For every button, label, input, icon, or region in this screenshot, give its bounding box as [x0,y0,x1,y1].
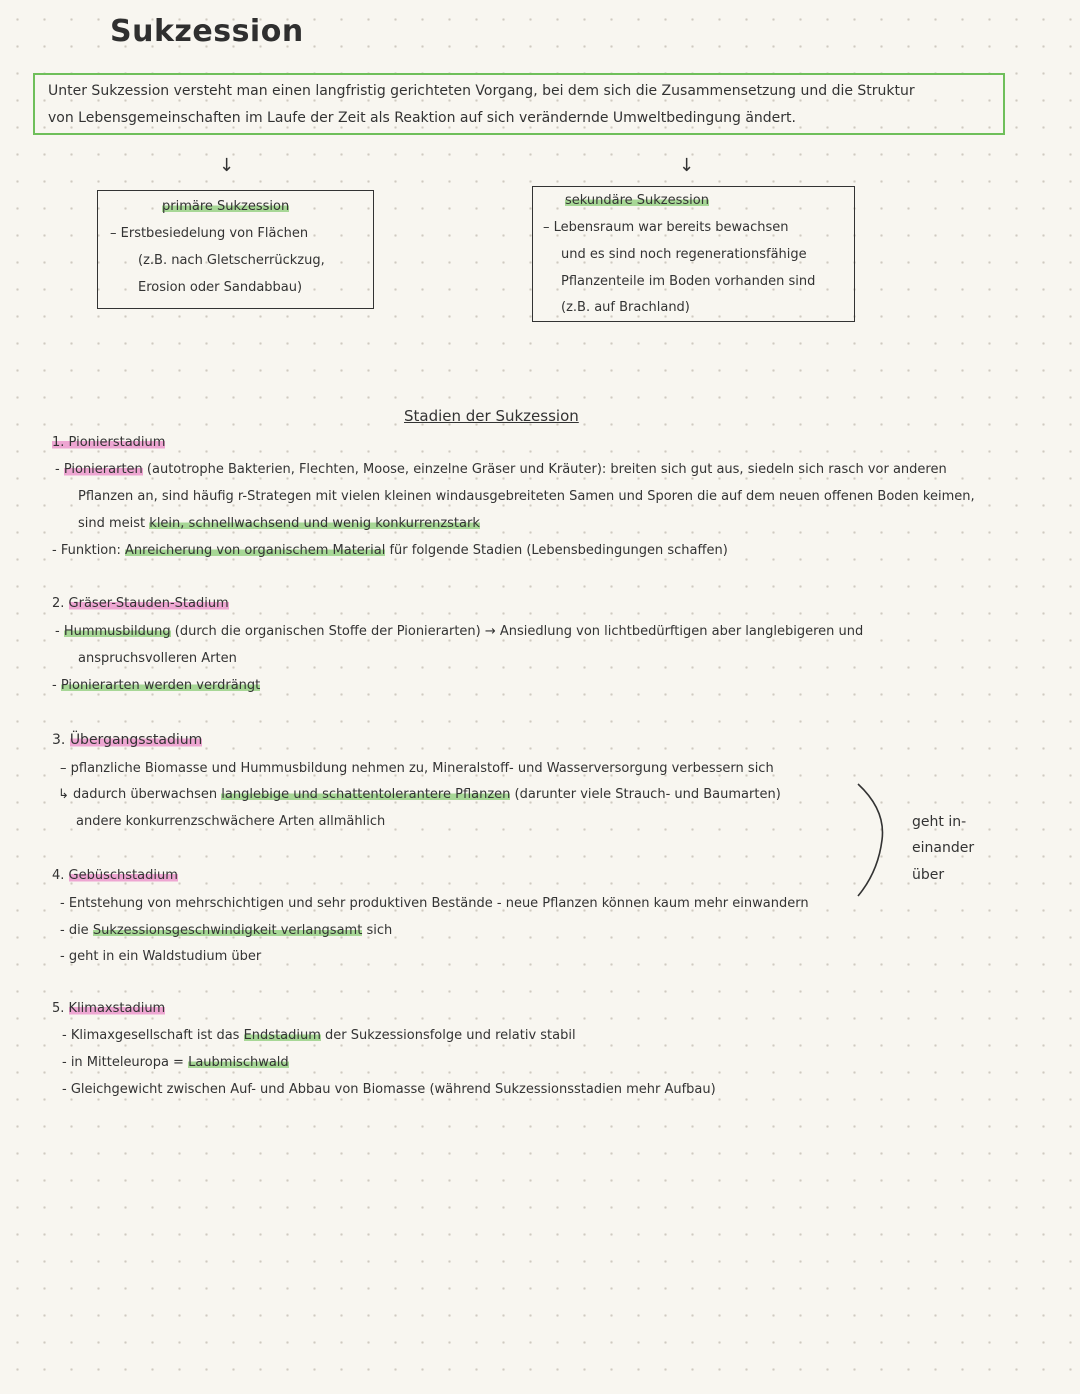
stage5-heading [52,1001,165,1016]
definition-line-2: von Lebensgemeinschaften im Laufe der Zeit als Reaktion auf sich verändernde Umweltbedingung ändert. [48,110,796,126]
brace-icon [852,780,892,900]
text: - Funktion: [52,543,126,558]
stage1-line-3 [78,516,480,531]
text: 2. [52,596,69,611]
stage5-line-3: - Gleichgewicht zwischen Auf- und Abbau von Biomasse (während Sukzessionsstadien mehr Aufbau) [62,1082,716,1097]
text: 4. [52,868,69,883]
page-title: Sukzession [110,14,304,49]
stage3-line-3: andere konkurrenzschwächere Arten allmählich [76,814,386,829]
text: für folgende Stadien (Lebensbedingungen schaffen) [385,543,728,558]
secondary-succession-box [532,186,855,322]
primary-heading: primäre Sukzession [162,199,290,214]
text: - die [60,923,93,938]
text: der Sukzessionsfolge und relativ stabil [320,1028,576,1043]
secondary-line: und es sind noch regenerationsfähige [561,247,807,262]
side-note-line: über [912,867,945,883]
text: ↳ dadurch überwachsen [58,787,222,802]
text: - in Mitteleuropa = [62,1055,189,1070]
stage4-line-1: - Entstehung von mehrschichtigen und sehr produktiven Bestände - neue Pflanzen können kaum mehr einwandern [60,896,809,911]
stage1-heading: 1. Pionierstadium [52,435,166,450]
stages-title: Stadien der Sukzession [404,407,579,425]
primary-line: (z.B. nach Gletscherrückzug, [138,253,325,268]
stage2-heading [52,596,229,611]
stage5-line-2 [62,1055,289,1070]
text: 3. [52,732,70,748]
highlight: Endstadium [243,1028,321,1043]
highlight: Hummusbildung [63,624,171,639]
text: (durch die organischen Stoffe der Pionierarten) → Ansiedlung von lichtbedürftigen aber langlebigeren und [170,624,864,639]
text: sich [362,923,393,938]
highlight: langlebige und schattentolerantere Pflanzen [221,787,511,802]
highlight: klein, schnellwachsend und wenig konkurrenzstark [149,516,480,531]
secondary-line: Pflanzenteile im Boden vorhanden sind [561,274,816,289]
text: (autotrophe Bakterien, Flechten, Moose, einzelne Gräser und Kräuter): breiten sich gut aus, siedeln sich rasch vor anderen [142,462,947,477]
stage3-line-2 [58,787,781,802]
text: sind meist [78,516,150,531]
highlight: Gebüschstadium [68,868,178,883]
highlight: Klimaxstadium [68,1001,166,1016]
text: - Klimaxgesellschaft ist das [62,1028,244,1043]
stage4-line-3: - geht in ein Waldstudium über [60,949,262,964]
highlight: Pionierarten [63,462,143,477]
highlight: Anreicherung von organischem Material [125,543,386,558]
highlight: Gräser-Stauden-Stadium [68,596,229,611]
stage3-heading [52,732,202,748]
stage3-line-1: – pflanzliche Biomasse und Hummusbildung nehmen zu, Mineralstoff- und Wasserversorgung verbessern sich [60,761,774,776]
primary-line: – Erstbesiedelung von Flächen [110,226,309,241]
highlight: Laubmischwald [188,1055,289,1070]
stage5-line-1 [62,1028,576,1043]
stage4-line-2 [60,923,392,938]
side-note-line: einander [912,840,975,856]
text: (darunter viele Strauch- und Baumarten) [510,787,781,802]
highlight: Übergangsstadium [69,732,203,748]
secondary-heading: sekundäre Sukzession [565,193,709,208]
highlight: Pionierarten werden verdrängt [60,678,261,693]
stage1-line-2: Pflanzen an, sind häufig r-Strategen mit vielen kleinen windausgebreiteten Samen und Sporen die auf dem neuen offenen Boden keimen, [78,489,975,504]
primary-succession-box [97,190,374,309]
arrow-down-icon: ↓ [679,155,695,176]
definition-box [33,73,1005,135]
arrow-down-icon: ↓ [219,155,235,176]
stage1-line-1: - Pionierarten (autotrophe Bakterien, Flechten, Moose, einzelne Gräser und Kräuter): breiten sich gut aus, siedeln sich rasch vor anderen [55,462,947,477]
secondary-line: – Lebensraum war bereits bewachsen [543,220,789,235]
side-note-line: geht in- [912,814,967,830]
highlight: Sukzessionsgeschwindigkeit verlangsamt [92,923,363,938]
text: 5. [52,1001,69,1016]
stage2-line-3: - Pionierarten werden verdrängt [52,678,261,693]
stage4-heading [52,868,178,883]
stage1-line-4 [52,543,728,558]
secondary-line: (z.B. auf Brachland) [561,300,690,315]
definition-line-1: Unter Sukzession versteht man einen langfristig gerichteten Vorgang, bei dem sich die Zusammensetzung und die Struktur [48,83,915,99]
primary-line: Erosion oder Sandabbau) [138,280,303,295]
stage2-line-2: anspruchsvolleren Arten [78,651,237,666]
stage2-line-1: - Hummusbildung (durch die organischen Stoffe der Pionierarten) → Ansiedlung von lichtbedürftigen aber langlebigeren und [55,624,864,639]
